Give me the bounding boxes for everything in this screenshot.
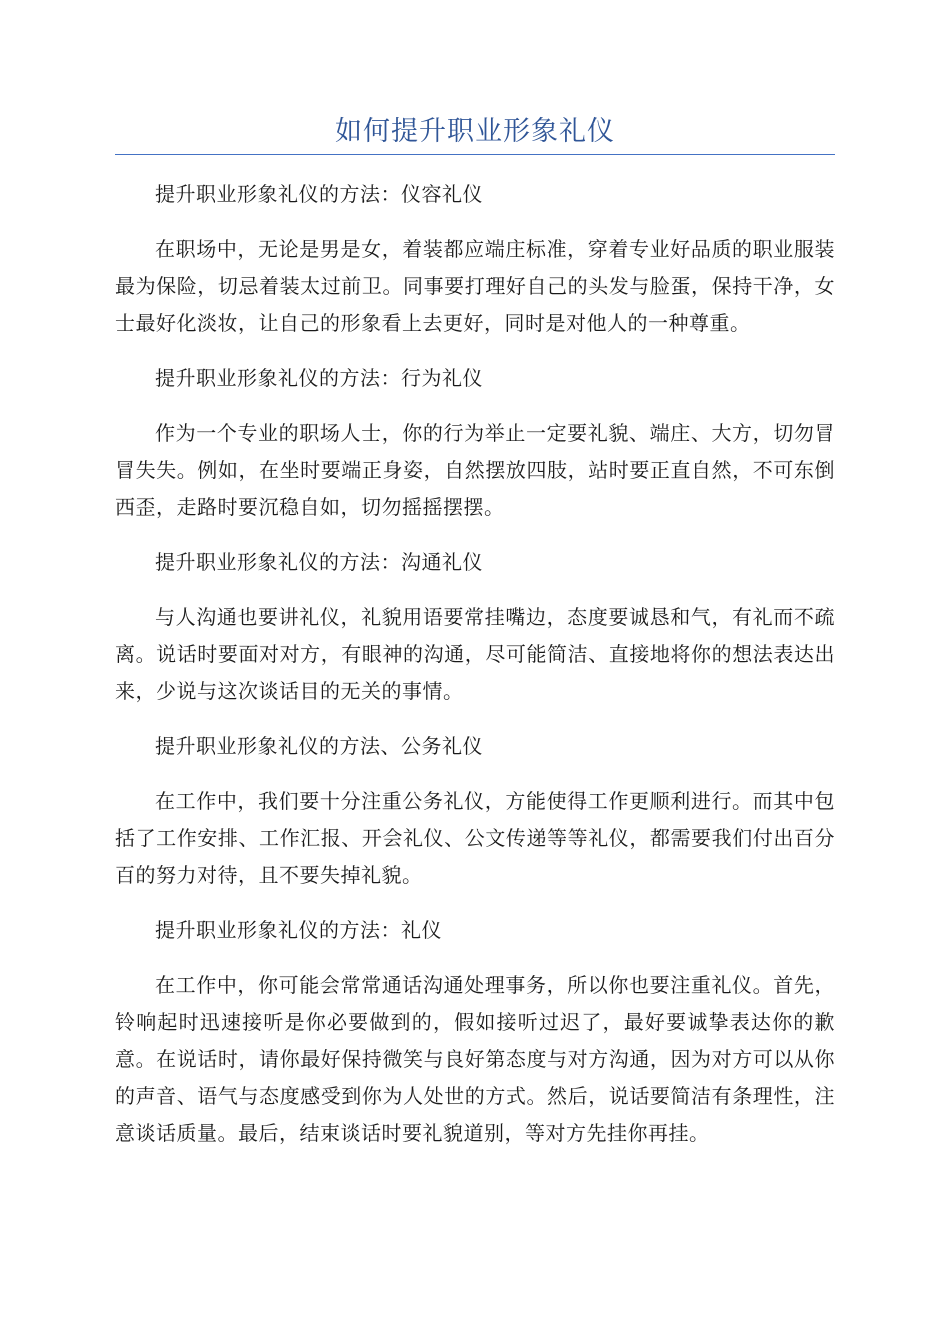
section-body-communication: 与人沟通也要讲礼仪，礼貌用语要常挂嘴边，态度要诚恳和气，有礼而不疏离。说话时要面对对方，有眼神的沟通，尽可能简洁、直接地将你的想法表达出来，少说与这次谈话目的无关的事情。 xyxy=(115,605,835,703)
title-underline xyxy=(115,154,835,155)
section-heading-official-business: 提升职业形象礼仪的方法、公务礼仪 xyxy=(155,734,483,758)
section-heading-communication: 提升职业形象礼仪的方法：沟通礼仪 xyxy=(155,550,483,574)
section-body-etiquette: 在工作中，你可能会常常通话沟通处理事务，所以你也要注重礼仪。首先，铃响起时迅速接听是你必要做到的，假如接听过迟了，最好要诚挚表达你的歉意。在说话时，请你最好保持微笑与良好第态度与对方沟通，因为对方可以从你的声音、语气与态度感受到你为人处世的方式。然后，说话要简洁有条理性，注意谈话质量。最后，结束谈话时要礼貌道别，等对方先挂你再挂。 xyxy=(115,973,835,1145)
section-body-official-business: 在工作中，我们要十分注重公务礼仪，方能使得工作更顺利进行。而其中包括了工作安排、工作汇报、开会礼仪、公文传递等等礼仪，都需要我们付出百分百的努力对待，且不要失掉礼貌。 xyxy=(115,789,835,887)
section-body-behavior: 作为一个专业的职场人士，你的行为举止一定要礼貌、端庄、大方，切勿冒冒失失。例如，在坐时要端正身姿，自然摆放四肢，站时要正直自然，不可东倒西歪，走路时要沉稳自如，切勿摇摇摆摆。 xyxy=(115,421,835,519)
section-heading-appearance: 提升职业形象礼仪的方法：仪容礼仪 xyxy=(155,182,483,206)
section-heading-behavior: 提升职业形象礼仪的方法：行为礼仪 xyxy=(155,366,483,390)
section-body-appearance: 在职场中，无论是男是女，着装都应端庄标准，穿着专业好品质的职业服装最为保险，切忌着装太过前卫。同事要打理好自己的头发与脸蛋，保持干净，女士最好化淡妆，让自己的形象看上去更好，同时是对他人的一种尊重。 xyxy=(115,237,835,335)
section-heading-etiquette: 提升职业形象礼仪的方法：礼仪 xyxy=(155,918,442,942)
document-body xyxy=(115,176,835,1170)
document-title: 如何提升职业形象礼仪 xyxy=(335,116,615,147)
